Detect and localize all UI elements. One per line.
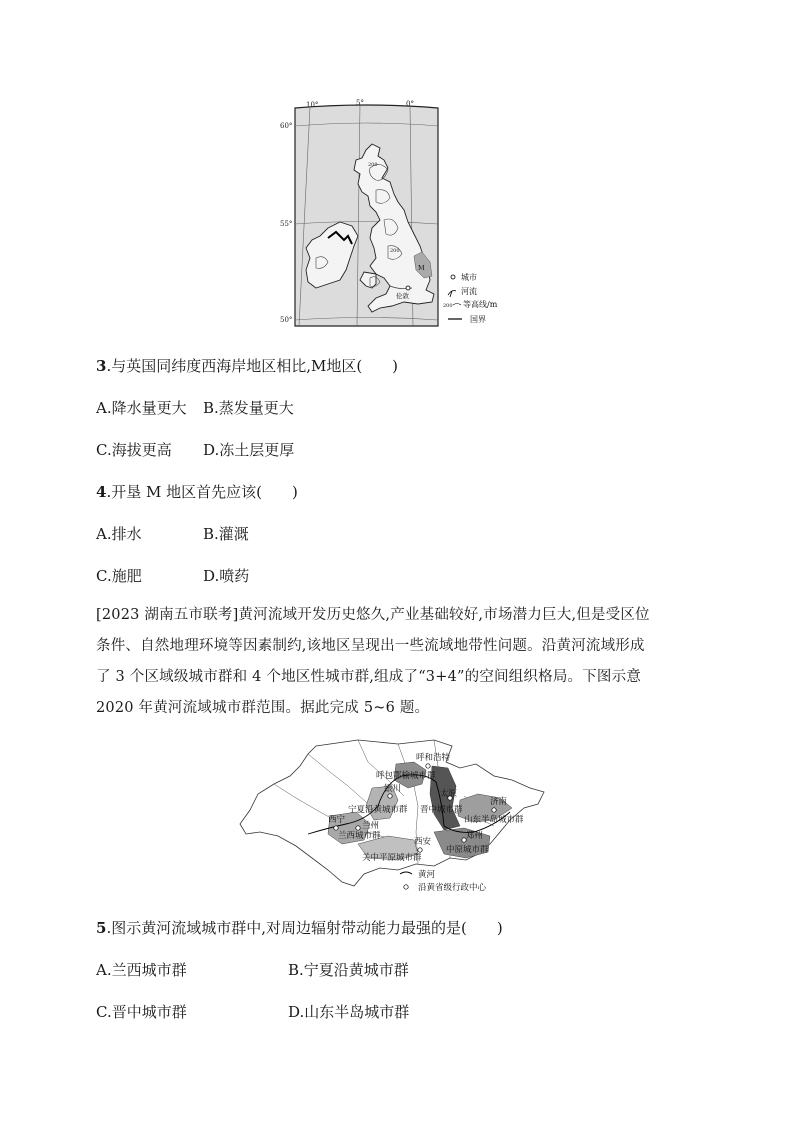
svg-text:200: 200 — [443, 303, 453, 309]
svg-text:河流: 河流 — [461, 287, 477, 296]
svg-text:黄河: 黄河 — [418, 870, 436, 880]
lon-label-10: 10° — [306, 101, 319, 109]
river-icon — [400, 872, 412, 874]
zhengzhou-label: 郑州 — [466, 831, 484, 841]
passage-line-1: [2023 湖南五市联考]黄河流域开发历史悠久,产业基础较好,市场潜力巨大,但是受区位 — [96, 607, 650, 623]
hubaoeyu-label: 呼包鄂榆城市群 — [376, 771, 436, 781]
q3-option-a[interactable]: A.降水量更大 — [96, 399, 187, 417]
contour-label-1: 200 — [368, 162, 378, 168]
passage-line-3: 了 3 个区域级城市群和 4 个地区性城市群,组成了“3+4”的空间组织格局。下图示意 — [96, 669, 642, 685]
q5-option-b[interactable]: B.宁夏沿黄城市群 — [288, 961, 409, 979]
jinan-label: 济南 — [490, 797, 508, 807]
river-icon — [448, 291, 456, 298]
lanzhou-label: 兰州 — [362, 821, 380, 831]
shandong-label: 山东半岛城市群 — [464, 815, 524, 825]
q4-option-c[interactable]: C.施肥 — [96, 567, 142, 585]
passage-line-4: 2020 年黄河流域城市群范围。据此完成 5~6 题。 — [96, 700, 430, 716]
q3-option-b[interactable]: B.蒸发量更大 — [203, 399, 294, 417]
xian-label: 西安 — [414, 837, 432, 847]
question-5-number: 5 — [96, 919, 107, 937]
ningxia-label: 宁夏沿黄城市群 — [348, 805, 408, 815]
q4-option-d[interactable]: D.喷药 — [203, 567, 250, 585]
question-3-stem: .与英国同纬度西海岸地区相比,M地区( ) — [106, 357, 399, 375]
q4-option-b[interactable]: B.灌溉 — [203, 525, 249, 543]
lat-label-55: 55° — [280, 220, 293, 228]
question-3 — [96, 356, 398, 376]
passage — [96, 600, 696, 724]
passage-line-2: 条件、自然地理环境等因素制约,该地区呈现出一些流域地带性问题。沿黄河流域形成 — [96, 638, 645, 654]
lat-label-50: 50° — [280, 316, 293, 324]
question-5-stem: .图示黄河流域城市群中,对周边辐射带动能力最强的是( ) — [106, 919, 503, 937]
xining-capital-icon — [334, 826, 338, 830]
jinan-capital-icon — [492, 808, 496, 812]
question-4 — [96, 482, 298, 502]
svg-text:沿黄省级行政中心: 沿黄省级行政中心 — [418, 883, 487, 893]
q4-option-a[interactable]: A.排水 — [96, 525, 142, 543]
zhongyuan-label: 中原城市群 — [446, 845, 489, 855]
xian-capital-icon — [418, 848, 422, 852]
q5-option-c[interactable]: C.晋中城市群 — [96, 1003, 187, 1021]
hohhot-label: 呼和浩特 — [416, 753, 451, 763]
q5-option-d[interactable]: D.山东半岛城市群 — [288, 1003, 410, 1021]
lat-label-60: 60° — [280, 122, 293, 130]
svg-text:等高线/m: 等高线/m — [463, 300, 498, 309]
xining-label: 西宁 — [328, 815, 346, 825]
hohhot-capital-icon — [426, 764, 430, 768]
question-3-number: 3 — [96, 357, 107, 375]
yinchuan-label: 银川 — [384, 784, 402, 794]
taiyuan-label: 太原 — [440, 789, 458, 799]
question-4-stem: .开垦 M 地区首先应该( ) — [106, 483, 298, 501]
capital-icon — [404, 885, 408, 889]
guanzhong-label: 关中平原城市群 — [362, 853, 422, 863]
yellow-river-legend — [400, 869, 487, 893]
uk-map — [280, 98, 520, 330]
question-4-number: 4 — [96, 483, 107, 501]
contour-icon — [453, 304, 461, 306]
uk-map-legend — [443, 272, 498, 324]
lanxi-label: 兰西城市群 — [338, 831, 381, 841]
lon-label-0: 0° — [406, 100, 414, 108]
q5-option-a[interactable]: A.兰西城市群 — [96, 961, 187, 979]
yinchuan-capital-icon — [388, 794, 392, 798]
jinzhong-label: 晋中城市群 — [420, 805, 463, 815]
london-city-icon — [406, 286, 410, 290]
svg-text:国界: 国界 — [470, 315, 486, 324]
yellow-river-map — [238, 736, 548, 898]
m-label: M — [418, 264, 425, 272]
london-label: 伦敦 — [396, 292, 409, 300]
lanzhou-capital-icon — [356, 826, 360, 830]
svg-text:城市: 城市 — [461, 273, 477, 282]
contour-label-2: 200 — [390, 248, 400, 254]
question-5 — [96, 918, 503, 938]
q3-option-c[interactable]: C.海拔更高 — [96, 441, 172, 459]
q3-option-d[interactable]: D.冻土层更厚 — [203, 441, 295, 459]
lon-label-5: 5° — [356, 99, 364, 107]
city-icon — [451, 275, 455, 279]
